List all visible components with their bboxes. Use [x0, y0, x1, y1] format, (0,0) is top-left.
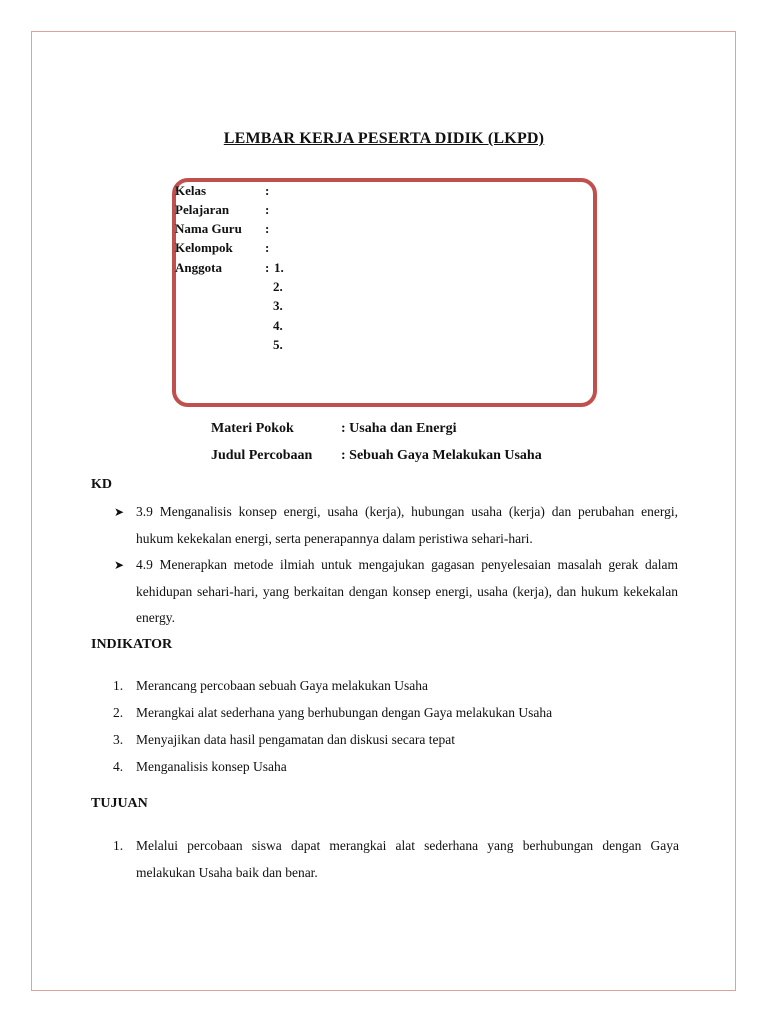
kd-heading: KD: [91, 477, 112, 492]
anggota-row: [175, 258, 273, 277]
kelompok-label: Kelompok: [175, 240, 233, 255]
kd-item: [114, 552, 678, 632]
pelajaran-row: [175, 200, 273, 219]
guru-row: [175, 219, 273, 238]
indikator-item: [113, 699, 679, 726]
materi-pokok-value: : Usaha dan Energi: [341, 421, 457, 436]
pelajaran-colon: :: [265, 202, 270, 217]
kelas-label: Kelas: [175, 183, 207, 198]
pelajaran-label: Pelajaran: [175, 202, 230, 217]
kelompok-row: [175, 238, 273, 257]
indikator-heading: INDIKATOR: [91, 637, 173, 652]
document-title: LEMBAR KERJA PESERTA DIDIK (LKPD): [223, 130, 545, 147]
guru-colon: :: [265, 221, 270, 236]
anggota-number: 3.: [273, 298, 283, 313]
item-text: Merancang percobaan sebuah Gaya melakukan Usaha: [136, 678, 428, 693]
judul-percobaan-value: : Sebuah Gaya Melakukan Usaha: [341, 448, 542, 463]
anggota-number: 2.: [273, 279, 283, 294]
item-text: Menyajikan data hasil pengamatan dan diskusi secara tepat: [136, 732, 456, 747]
kd-item: [114, 499, 678, 552]
anggota-number: 1.: [274, 260, 284, 275]
materi-pokok-label: Materi Pokok: [211, 421, 294, 436]
kelas-row: [175, 181, 273, 200]
anggota-colon: :: [265, 260, 270, 275]
anggota-label: Anggota: [175, 260, 222, 275]
anggota-number: 4.: [273, 318, 283, 333]
guru-label: Nama Guru: [175, 221, 242, 236]
arrow-bullet-icon: ➤: [114, 505, 125, 519]
kelompok-colon: :: [265, 240, 270, 255]
arrow-bullet-icon: ➤: [114, 558, 125, 572]
tujuan-item: [113, 832, 679, 886]
judul-percobaan-label: Judul Percobaan: [211, 448, 313, 463]
indikator-item: [113, 672, 679, 699]
item-text: Menganalisis konsep Usaha: [136, 759, 287, 774]
indikator-item: [113, 726, 679, 753]
kd-item-text: 4.9 Menerapkan metode ilmiah untuk mengajukan gagasan penyelesaian masalah gerak dalam kehidupan sehari-hari, yang berkaitan dengan konsep energi, usaha (kerja), dan hukum kekekalan energy.: [136, 557, 678, 625]
item-number: 1.: [113, 678, 124, 693]
item-number: 2.: [113, 705, 124, 720]
kelas-colon: :: [265, 183, 270, 198]
judul-percobaan-row: [211, 448, 542, 464]
anggota-number: 5.: [273, 337, 283, 352]
item-text: Merangkai alat sederhana yang berhubungan dengan Gaya melakukan Usaha: [136, 705, 553, 720]
indikator-item: [113, 753, 679, 780]
item-number: 1.: [113, 838, 124, 853]
kd-item-text: 3.9 Menganalisis konsep energi, usaha (kerja), hubungan usaha (kerja) dan perubahan energi, hukum kekekalan energi, serta penerapannya dalam peristiwa sehari-hari.: [136, 504, 678, 546]
item-number: 3.: [113, 732, 124, 747]
tujuan-heading: TUJUAN: [91, 796, 148, 811]
materi-pokok-row: [211, 421, 457, 437]
item-text: Melalui percobaan siswa dapat merangkai alat sederhana yang berhubungan dengan Gaya melakukan Usaha baik dan benar.: [136, 838, 679, 880]
item-number: 4.: [113, 759, 124, 774]
